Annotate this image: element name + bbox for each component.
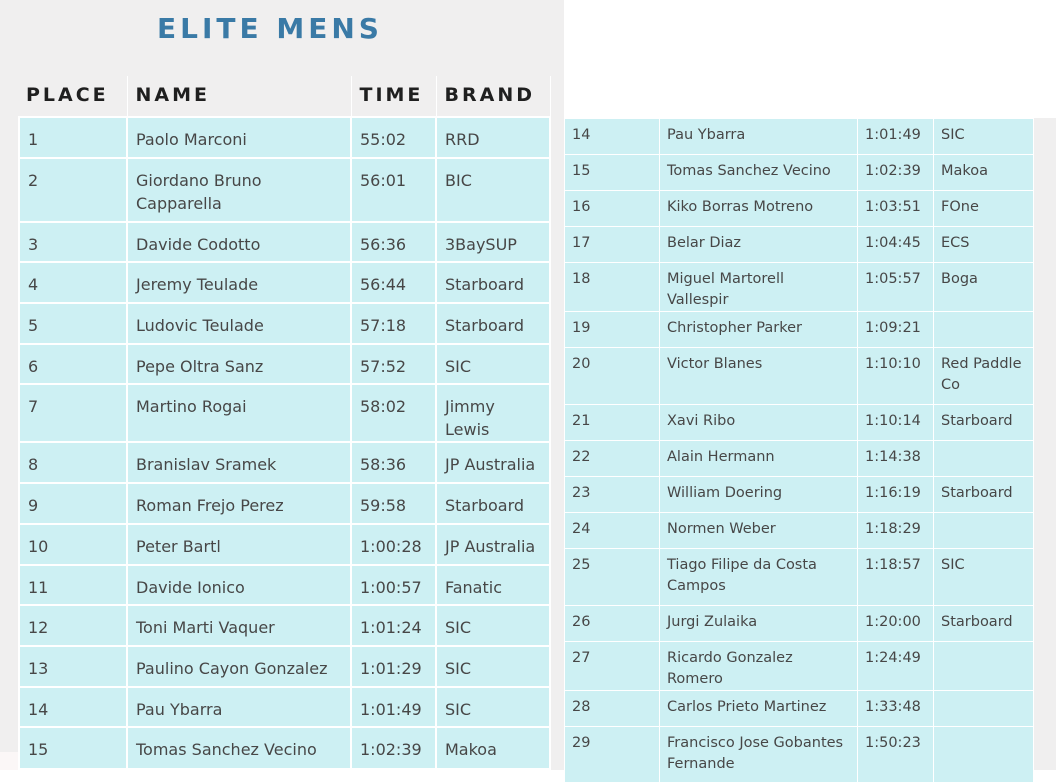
cell-time: 1:02:39: [351, 727, 436, 769]
table-row: [19, 483, 550, 524]
table-row: [19, 565, 550, 606]
cell-place: 18: [565, 263, 660, 312]
cell-brand: Boga: [934, 263, 1034, 312]
cell-place: 15: [19, 727, 127, 769]
cell-place: 5: [19, 303, 127, 344]
table-row: [565, 227, 1034, 263]
cell-place: 10: [19, 524, 127, 565]
cell-name: Giordano Bruno Capparella: [127, 158, 351, 222]
table-row: [19, 687, 550, 728]
cell-time: 1:01:49: [351, 687, 436, 728]
table-row: [19, 222, 550, 263]
cell-place: 8: [19, 442, 127, 483]
cell-place: 17: [565, 227, 660, 263]
header-place: PLACE: [19, 76, 127, 117]
cell-place: 2: [19, 158, 127, 222]
cell-time: 1:05:57: [858, 263, 934, 312]
cell-time: 1:04:45: [858, 227, 934, 263]
cell-name: Francisco Jose Gobantes Fernande: [660, 727, 858, 783]
cell-brand: Makoa: [436, 727, 550, 769]
cell-name: Kiko Borras Motreno: [660, 191, 858, 227]
table-row: [19, 442, 550, 483]
cell-brand: JP Australia: [436, 524, 550, 565]
cell-brand: JP Australia: [436, 442, 550, 483]
table-row: [565, 119, 1034, 155]
cell-place: 24: [565, 513, 660, 549]
cell-place: 7: [19, 384, 127, 442]
cell-name: Paolo Marconi: [127, 117, 351, 158]
cell-name: Carlos Prieto Martinez: [660, 691, 858, 727]
cell-name: Tomas Sanchez Vecino: [127, 727, 351, 769]
cell-name: Ludovic Teulade: [127, 303, 351, 344]
page-title: ELITE MENS: [157, 12, 383, 45]
cell-time: 1:03:51: [858, 191, 934, 227]
cell-name: Ricardo Gonzalez Romero: [660, 642, 858, 691]
cell-place: 4: [19, 262, 127, 303]
table-row: [565, 549, 1034, 606]
cell-name: Tiago Filipe da Costa Campos: [660, 549, 858, 606]
cell-brand: [934, 642, 1034, 691]
cell-name: Victor Blanes: [660, 348, 858, 405]
cell-name: Martino Rogai: [127, 384, 351, 442]
cell-brand: ECS: [934, 227, 1034, 263]
cell-brand: SIC: [934, 549, 1034, 606]
cell-time: 1:14:38: [858, 441, 934, 477]
cell-brand: SIC: [934, 119, 1034, 155]
results-body-left: [19, 117, 550, 769]
cell-brand: Starboard: [934, 405, 1034, 441]
cell-name: Pepe Oltra Sanz: [127, 344, 351, 385]
cell-place: 6: [19, 344, 127, 385]
cell-brand: 3BaySUP: [436, 222, 550, 263]
cell-place: 15: [565, 155, 660, 191]
cell-place: 26: [565, 606, 660, 642]
table-row: [19, 262, 550, 303]
table-row: [565, 191, 1034, 227]
cell-name: Pau Ybarra: [127, 687, 351, 728]
header-name: NAME: [127, 76, 351, 117]
cell-name: William Doering: [660, 477, 858, 513]
cell-time: 58:02: [351, 384, 436, 442]
table-row: [19, 727, 550, 769]
table-row: [19, 158, 550, 222]
cell-name: Peter Bartl: [127, 524, 351, 565]
table-row: [19, 344, 550, 385]
cell-name: Paulino Cayon Gonzalez: [127, 646, 351, 687]
table-row: [565, 441, 1034, 477]
cell-time: 57:52: [351, 344, 436, 385]
header-time: TIME: [351, 76, 436, 117]
table-row: [19, 117, 550, 158]
table-row: [565, 405, 1034, 441]
cell-time: 1:16:19: [858, 477, 934, 513]
cell-time: 1:18:57: [858, 549, 934, 606]
cell-name: Toni Marti Vaquer: [127, 605, 351, 646]
cell-place: 14: [565, 119, 660, 155]
cell-place: 13: [19, 646, 127, 687]
results-table-left: [18, 76, 551, 770]
table-row: [565, 312, 1034, 348]
cell-brand: SIC: [436, 344, 550, 385]
cell-brand: SIC: [436, 605, 550, 646]
cell-time: 1:20:00: [858, 606, 934, 642]
table-row: [565, 348, 1034, 405]
cell-brand: SIC: [436, 687, 550, 728]
cell-brand: Red Paddle Co: [934, 348, 1034, 405]
table-row: [19, 646, 550, 687]
table-row: [565, 691, 1034, 727]
cell-place: 9: [19, 483, 127, 524]
cell-place: 14: [19, 687, 127, 728]
cell-place: 12: [19, 605, 127, 646]
table-row: [565, 513, 1034, 549]
cell-time: 1:09:21: [858, 312, 934, 348]
cell-time: 56:01: [351, 158, 436, 222]
cell-time: 1:24:49: [858, 642, 934, 691]
table-row: [565, 727, 1034, 783]
table-row: [565, 263, 1034, 312]
cell-name: Roman Frejo Perez: [127, 483, 351, 524]
cell-time: 1:01:24: [351, 605, 436, 646]
cell-name: Alain Hermann: [660, 441, 858, 477]
cell-place: 19: [565, 312, 660, 348]
results-table-right: [564, 118, 1034, 783]
cell-name: Jurgi Zulaika: [660, 606, 858, 642]
cell-time: 55:02: [351, 117, 436, 158]
cell-brand: Starboard: [436, 303, 550, 344]
cell-brand: Starboard: [436, 262, 550, 303]
cell-time: 56:44: [351, 262, 436, 303]
table-row: [565, 642, 1034, 691]
cell-name: Christopher Parker: [660, 312, 858, 348]
table-row: [19, 303, 550, 344]
results-body-right: [565, 119, 1034, 783]
cell-name: Tomas Sanchez Vecino: [660, 155, 858, 191]
cell-name: Davide Ionico: [127, 565, 351, 606]
cell-time: 1:10:10: [858, 348, 934, 405]
cell-time: 1:00:28: [351, 524, 436, 565]
cell-place: 1: [19, 117, 127, 158]
cell-brand: Makoa: [934, 155, 1034, 191]
table-row: [565, 155, 1034, 191]
cell-time: 1:10:14: [858, 405, 934, 441]
cell-place: 28: [565, 691, 660, 727]
cell-place: 16: [565, 191, 660, 227]
cell-time: 57:18: [351, 303, 436, 344]
cell-brand: BIC: [436, 158, 550, 222]
table-row: [19, 524, 550, 565]
cell-brand: Jimmy Lewis: [436, 384, 550, 442]
cell-time: 1:01:29: [351, 646, 436, 687]
cell-brand: FOne: [934, 191, 1034, 227]
cell-time: 1:18:29: [858, 513, 934, 549]
cell-time: 58:36: [351, 442, 436, 483]
cell-place: 27: [565, 642, 660, 691]
cell-brand: Starboard: [934, 606, 1034, 642]
table-row: [565, 477, 1034, 513]
cell-name: Xavi Ribo: [660, 405, 858, 441]
cell-brand: Fanatic: [436, 565, 550, 606]
cell-brand: [934, 312, 1034, 348]
cell-name: Normen Weber: [660, 513, 858, 549]
cell-brand: [934, 691, 1034, 727]
cell-brand: Starboard: [436, 483, 550, 524]
cell-time: 1:01:49: [858, 119, 934, 155]
cell-brand: [934, 727, 1034, 783]
cell-place: 25: [565, 549, 660, 606]
cell-brand: Starboard: [934, 477, 1034, 513]
cell-time: 1:33:48: [858, 691, 934, 727]
cell-brand: SIC: [436, 646, 550, 687]
cell-name: Jeremy Teulade: [127, 262, 351, 303]
cell-time: 1:02:39: [858, 155, 934, 191]
cell-time: 1:50:23: [858, 727, 934, 783]
cell-name: Belar Diaz: [660, 227, 858, 263]
cell-time: 56:36: [351, 222, 436, 263]
table-row: [19, 384, 550, 442]
cell-place: 29: [565, 727, 660, 783]
cell-brand: [934, 441, 1034, 477]
cell-place: 3: [19, 222, 127, 263]
cell-place: 23: [565, 477, 660, 513]
table-row: [565, 606, 1034, 642]
cell-place: 22: [565, 441, 660, 477]
cell-name: Branislav Sramek: [127, 442, 351, 483]
cell-place: 11: [19, 565, 127, 606]
cell-brand: RRD: [436, 117, 550, 158]
cell-name: Davide Codotto: [127, 222, 351, 263]
table-row: [19, 605, 550, 646]
cell-name: Pau Ybarra: [660, 119, 858, 155]
table-header-row: [19, 76, 550, 117]
header-brand: BRAND: [436, 76, 550, 117]
cell-time: 59:58: [351, 483, 436, 524]
cell-brand: [934, 513, 1034, 549]
cell-place: 20: [565, 348, 660, 405]
cell-time: 1:00:57: [351, 565, 436, 606]
cell-name: Miguel Martorell Vallespir: [660, 263, 858, 312]
cell-place: 21: [565, 405, 660, 441]
